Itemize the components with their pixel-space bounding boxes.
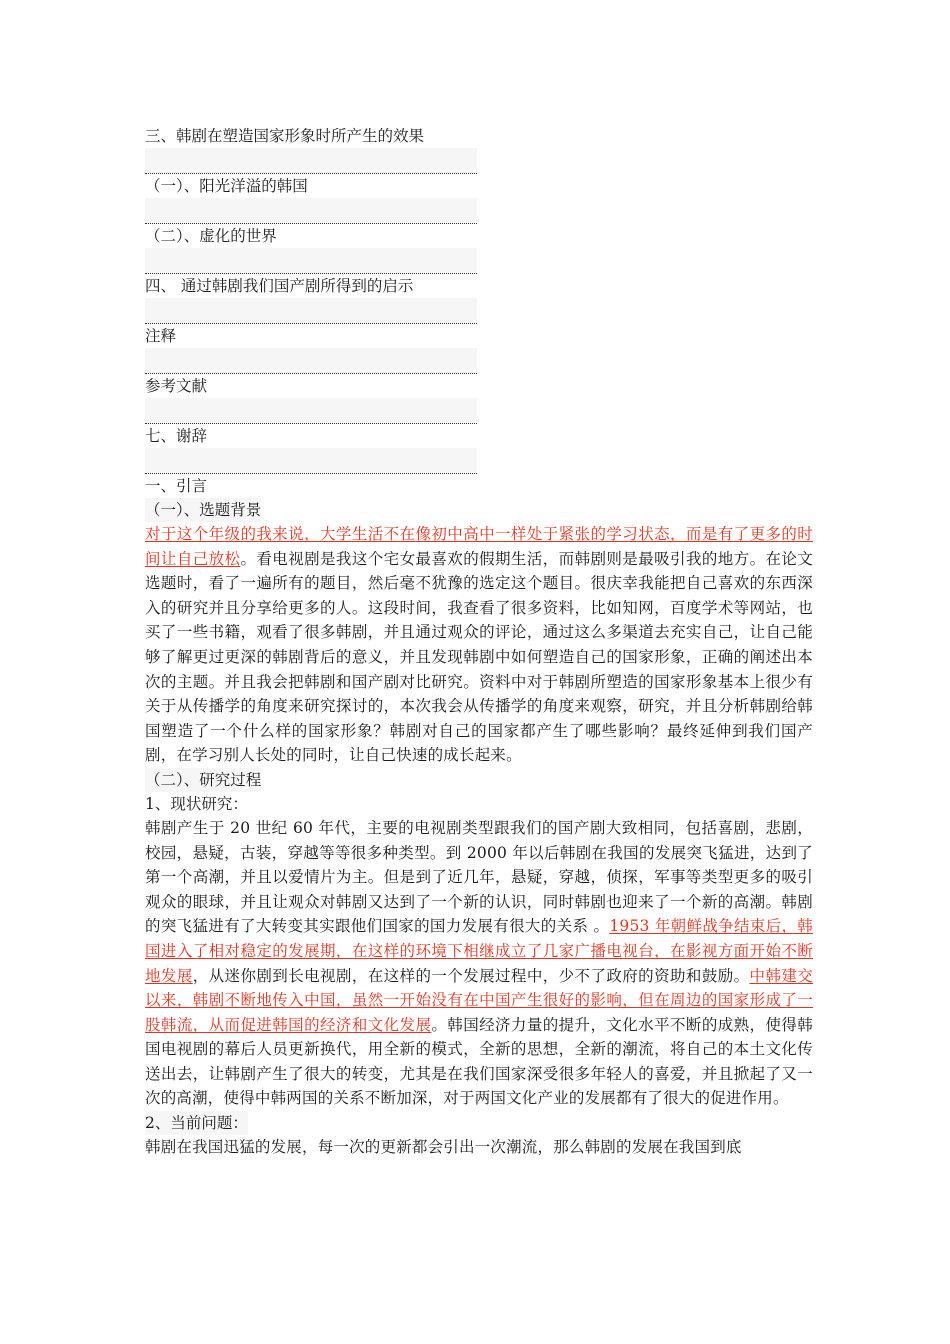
toc-entry: （一）、阳光洋溢的韩国 — [145, 177, 308, 195]
item-heading-status: 1、现状研究： — [145, 794, 248, 813]
toc-entry: 三、韩剧在塑造国家形象时所产生的效果 — [145, 127, 425, 145]
item-heading-problems: 2、当前问题： — [145, 1111, 248, 1135]
section-heading-introduction: 一、引言 — [145, 477, 208, 495]
subsection-heading-process: （二）、研究过程 — [145, 768, 261, 792]
toc-leader-dots — [145, 348, 477, 374]
highlighted-text: 1953 年朝鲜战争结束后，韩国进入了相对稳定的发展期，在这样的环境下相继成立了几家广播电视台，在影视方面开始不断地发展 — [145, 917, 813, 985]
toc-leader-dots — [145, 298, 477, 324]
paragraph-text: ，从迷你剧到长电视剧，在这样的一个发展过程中，少不了政府的资助和鼓励。 — [192, 966, 750, 985]
highlighted-text: 对于这个年级的我来说，大学生活不在像初中高中一样处于紧张的学习状态，而是有了更多的时间让自己放松 — [145, 525, 813, 568]
paragraph-text: 。韩国经济力量的提升，文化水平不断的成熟，使得韩国电视剧的幕后人员更新换代，用全新的模式，全新的思想，全新的潮流，将自己的本土文化传送出去，让韩剧产生了很大的转变，尤其是在我们国家深受很多年轻人的喜爱，并且掀起了又一次的高潮，使得中韩两国的关系不断加深，对于两国文化产业的发展都有了很大的促进作用。 — [145, 1015, 813, 1108]
toc-entry: 四、 通过韩剧我们国产剧所得到的启示 — [145, 277, 414, 295]
subsection-heading-background: （一）、选题背景 — [145, 498, 261, 522]
paragraph-status — [145, 816, 813, 1111]
toc-leader-dots — [145, 398, 477, 424]
paragraph-problems: 韩剧在我国迅猛的发展，每一次的更新都会引出一次潮流，那么韩剧的发展在我国到底 — [145, 1138, 742, 1157]
document-page — [145, 124, 813, 1160]
toc-entry: 七、谢辞 — [145, 427, 208, 445]
toc-leader-dots — [145, 198, 477, 224]
toc-leader-dots — [145, 448, 477, 474]
toc-entry: （二）、虚化的世界 — [145, 227, 277, 245]
toc-leader-dots — [145, 148, 477, 174]
paragraph-text: 。看电视剧是我这个宅女最喜欢的假期生活，而韩剧则是最吸引我的地方。在论文选题时，看了一遍所有的题目，然后毫不犹豫的选定这个题目。很庆幸我能把自己喜欢的东西深入的研究并且分享给更多的人。这段时间，我查看了很多资料，比如知网，百度学术等网站，也买了一些书籍，观看了很多韩剧，并且通过观众的评论，通过这么多渠道去充实自己，让自己能够了解更过更深的韩剧背后的意义，并且发现韩剧中如何塑造自己的国家形象，正确的阐述出本次的主题。并且我会把韩剧和国产剧对比研究。资料中对于韩剧所塑造的国家形象基本上很少有关于从传播学的角度来研究探讨的，本次我会从传播学的角度来观察，研究，并且分析韩剧给韩国塑造了一个什么样的国家形象？韩剧对自己的国家都产生了哪些影响？最终延伸到我们国产剧，在学习别人长处的同时，让自己快速的成长起来。 — [145, 549, 814, 765]
paragraph-text: 韩剧产生于 20 世纪 60 年代，主要的电视剧类型跟我们的国产剧大致相同，包括喜剧，悲剧，校园，悬疑，古装，穿越等等很多种类型。到 2000 年以后韩剧在我国的发展突飞猛进，达到了第一个高潮，并且以爱情片为主。但是到了近几年，悬疑，穿越，侦探，军事等类型更多的吸引观众的眼球，并且让观众对韩剧又达到了一个新的认识，同时韩剧也迎来了一个新的高潮。韩剧的突飞猛进有了大转变其实跟他们国家的国力发展有很大的关系 。 — [145, 818, 813, 936]
toc-entry: 参考文献 — [145, 377, 208, 395]
paragraph-background — [145, 522, 813, 768]
toc-leader-dots — [145, 248, 477, 274]
highlighted-text: 中韩建交以来，韩剧不断地传入中国，虽然一开始没有在中国产生很好的影响，但在周边的国家形成了一股韩流，从而促进韩国的经济和文化发展 — [145, 966, 813, 1034]
toc-entry: 注释 — [145, 327, 177, 345]
